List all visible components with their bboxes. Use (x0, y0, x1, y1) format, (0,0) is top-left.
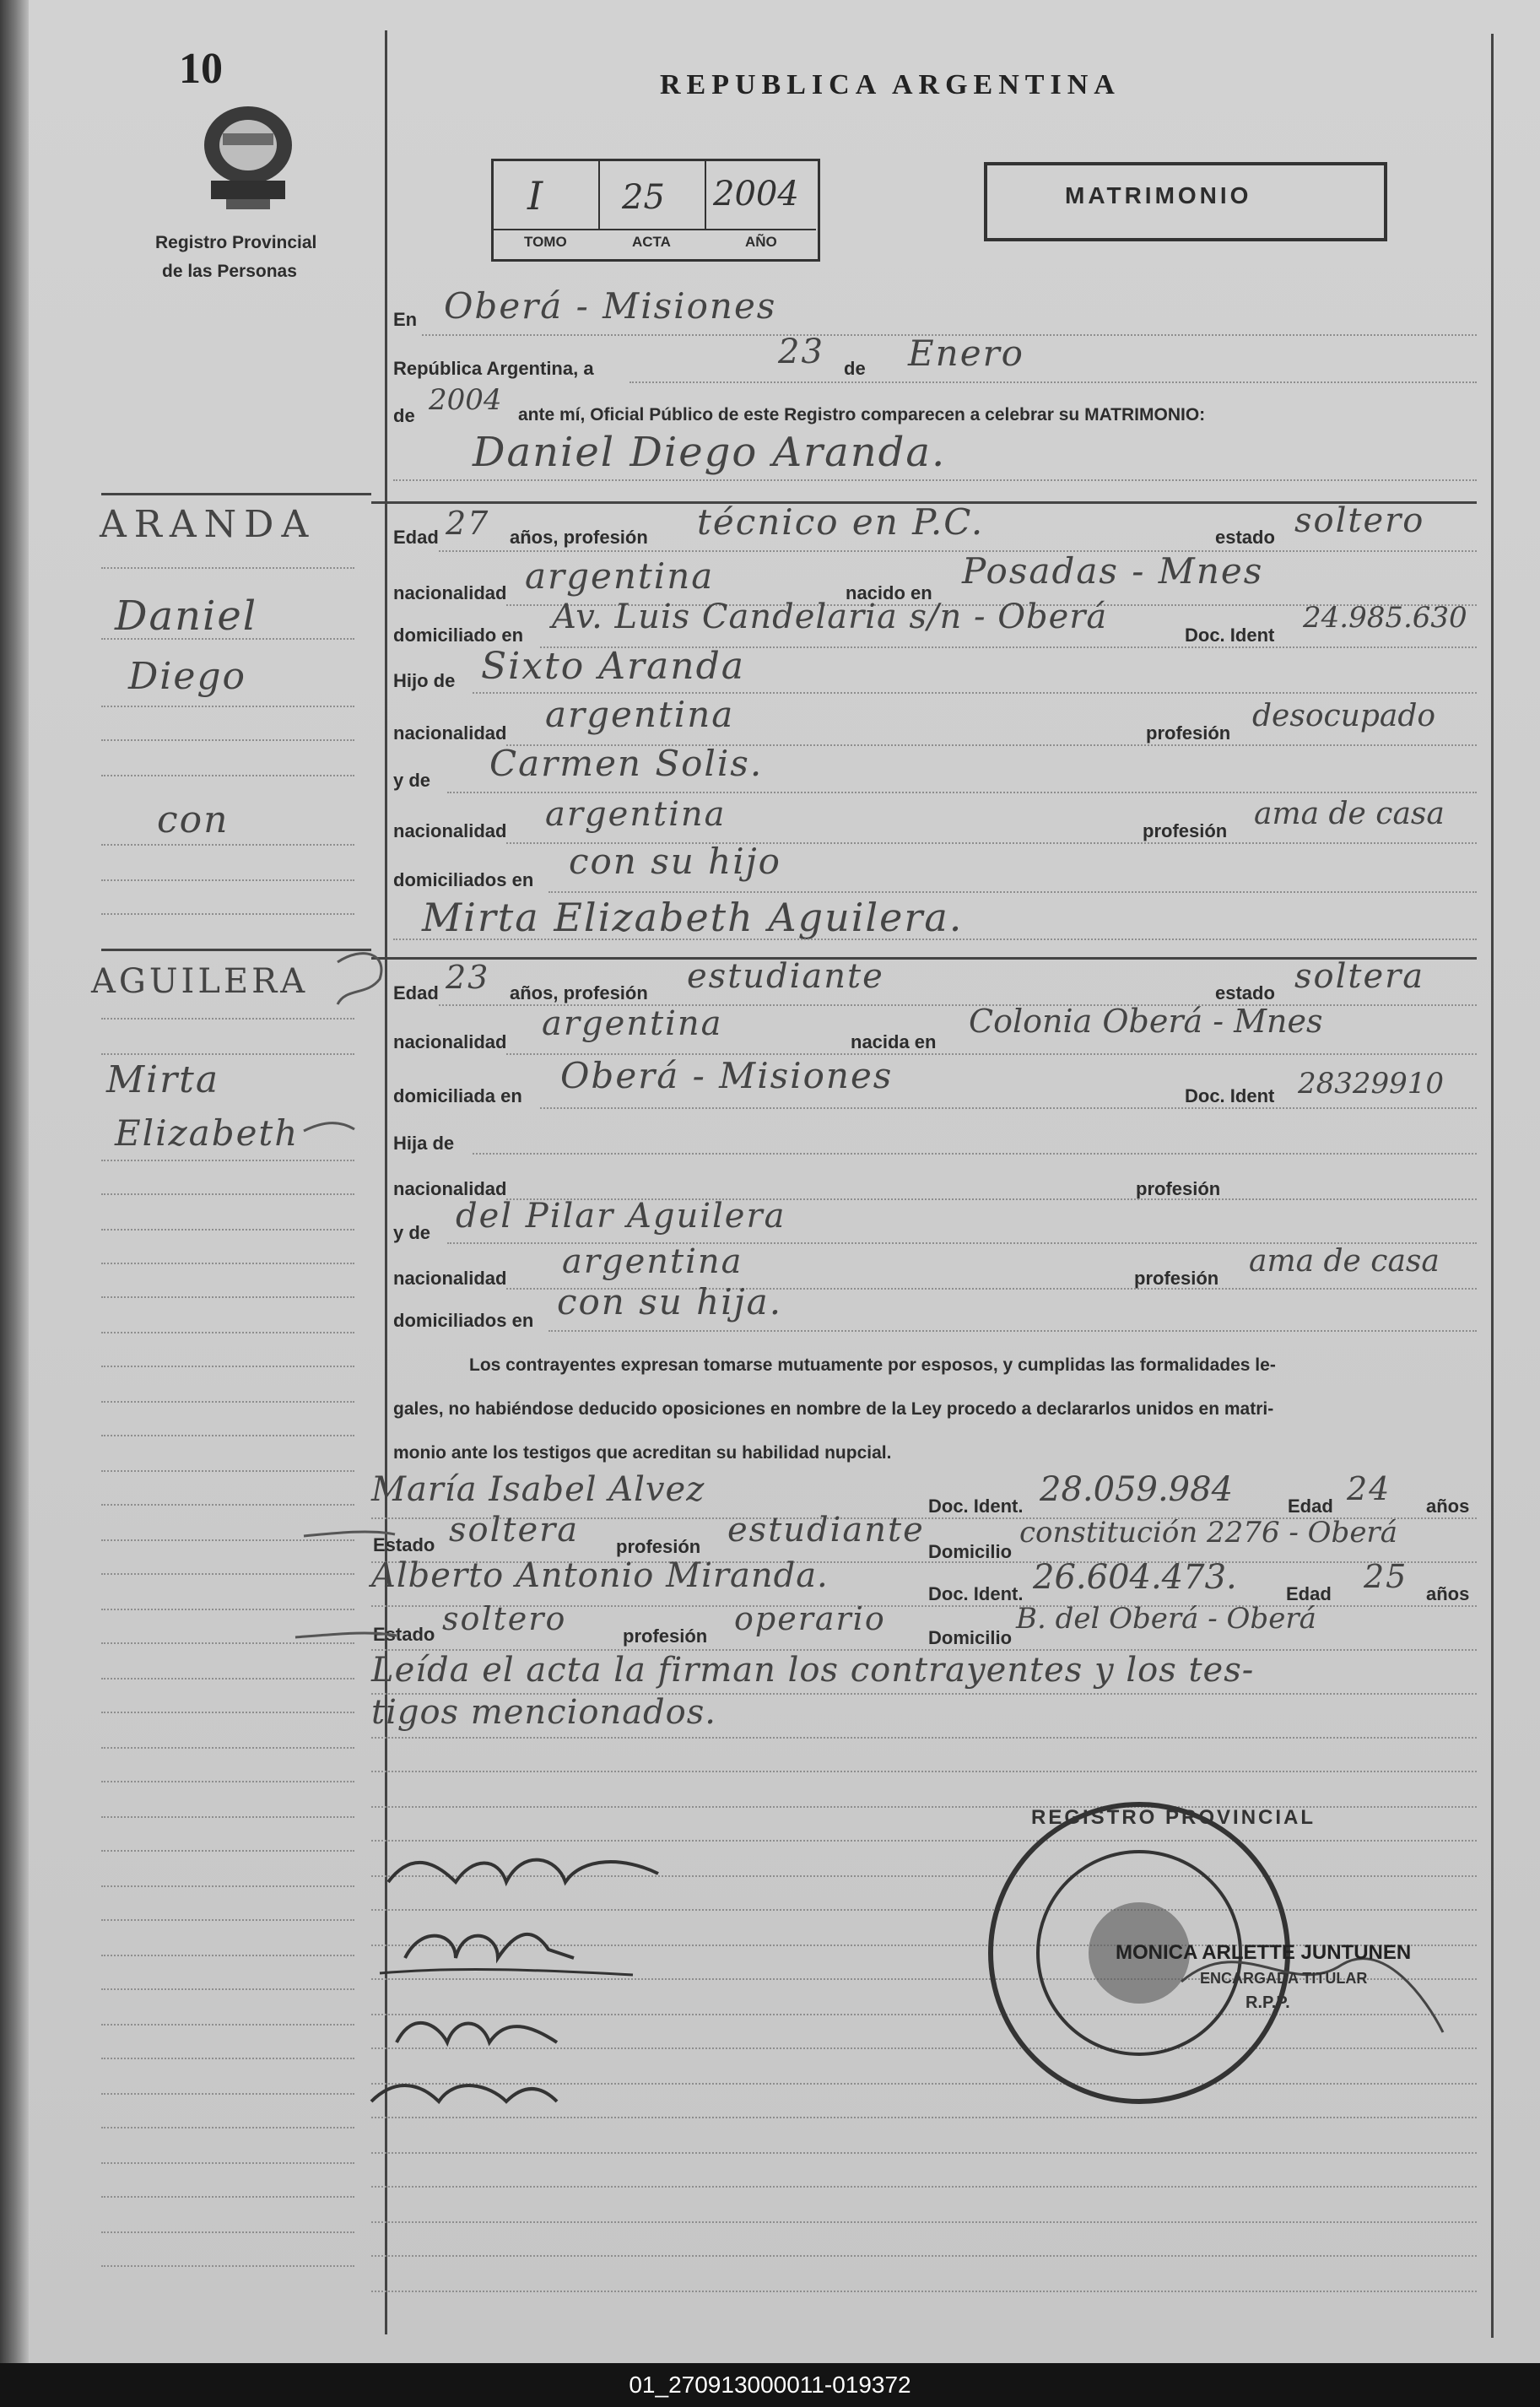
margin-rule (101, 1712, 354, 1713)
groom-estado-value: soltero (1294, 501, 1425, 540)
witness1-name: María Isabel Alvez (371, 1470, 705, 1509)
bride-nacida-value: Colonia Oberá - Mnes (969, 1003, 1323, 1040)
witness1-edad-label: Edad (1288, 1496, 1333, 1517)
witness2-doc-label: Doc. Ident. (928, 1583, 1024, 1604)
witness1-domicilio-label: Domicilio (928, 1541, 1013, 1562)
ruled-line (371, 2186, 1477, 2188)
witness2-name: Alberto Antonio Miranda. (371, 1556, 829, 1595)
date-line (630, 381, 1477, 383)
witness1-estado-label: Estado (373, 1534, 435, 1555)
margin-groom-surname: ARANDA (100, 503, 316, 546)
groom-line-1 (439, 550, 1477, 552)
bride-father-prof-label: profesión (1136, 1178, 1221, 1199)
bride-line-4 (473, 1153, 1477, 1155)
margin-rule (101, 706, 354, 707)
bride-doc-label: Doc. Ident (1185, 1085, 1275, 1106)
margin-rule (101, 2265, 354, 2267)
comparecen-text: ante mí, Oficial Público de este Registro comparecen a celebrar su MATRIMONIO: (518, 405, 1206, 425)
margin-rule (101, 567, 354, 569)
right-border-line (1491, 34, 1494, 2338)
closing-line-1: Leída el acta la firman los contrayentes y los tes- (371, 1651, 1255, 1690)
ruled-line (371, 2255, 1477, 2257)
doc-type-title: MATRIMONIO (1065, 182, 1252, 208)
groom-mother-prof-value: ama de casa (1254, 797, 1445, 831)
groom-profesion-value: técnico en P.C. (697, 501, 985, 543)
declaration-line-2: gales, no habiéndose deducido oposiciones en nombre de la Ley procedo a declararlos unidos en matri- (393, 1399, 1274, 1419)
scan-id-footer: 01_270913000011-019372 (0, 2363, 1540, 2407)
provincial-seal-logo (192, 91, 304, 218)
de-label-year: de (393, 405, 415, 426)
margin-groom-given1: Daniel (115, 592, 258, 640)
witness2-estado-label: Estado (373, 1624, 435, 1645)
groom-full-name: Daniel Diego Aranda. (473, 429, 947, 476)
page-number: 10 (179, 45, 223, 93)
bride-mother-nac-value: argentina (562, 1242, 743, 1281)
margin-rule (101, 2231, 354, 2233)
groom-domicilio-value: Av. Luis Candelaria s/n - Oberá (552, 598, 1108, 636)
margin-rule (101, 2093, 354, 2095)
bride-nacionalidad-value: argentina (542, 1004, 723, 1043)
groom-anos-profesion-label: años, profesión (510, 527, 648, 548)
bride-anos-profesion-label: años, profesión (510, 982, 648, 1003)
margin-bracket-marks (287, 928, 405, 1671)
bride-y-de-label: y de (393, 1222, 431, 1243)
groom-father-prof-value: desocupado (1252, 699, 1436, 733)
groom-nacido-label: nacido en (846, 582, 932, 603)
de-label: de (844, 358, 866, 379)
month-value: Enero (908, 333, 1024, 374)
bride-full-name: Mirta Elizabeth Aguilera. (422, 895, 964, 940)
bride-line-8 (548, 1330, 1477, 1332)
witness1-doc-value: 28.059.984 (1040, 1470, 1234, 1509)
margin-rule (101, 2024, 354, 2026)
stamp-ring-text: REGISTRO PROVINCIAL (1031, 1806, 1316, 1829)
groom-y-de-label: y de (393, 770, 431, 791)
margin-rule (101, 1885, 354, 1887)
stamp-official-name: MONICA ARLETTE JUNTUNEN (1116, 1941, 1412, 1964)
witness2-profesion-label: profesión (623, 1625, 708, 1647)
margin-rule (101, 775, 354, 776)
stamp-official-title: ENCARGADA TITULAR (1200, 1970, 1368, 1987)
tomo-cell (494, 161, 600, 230)
margin-rule (101, 1850, 354, 1852)
bride-doc-value: 28329910 (1298, 1067, 1445, 1101)
margin-rule (101, 1816, 354, 1818)
bride-father-nac-label: nacionalidad (393, 1178, 507, 1199)
margin-bride-surname: AGUILERA (91, 962, 309, 1001)
closing-line-2: tigos mencionados. (371, 1693, 716, 1732)
handwritten-signatures (354, 1831, 692, 2152)
stamp-official-org: R.P.P. (1246, 1993, 1290, 2012)
margin-rule (101, 638, 354, 640)
margin-rule (101, 2058, 354, 2059)
bride-nacionalidad-label: nacionalidad (393, 1031, 507, 1052)
bride-line-3 (540, 1107, 1477, 1109)
bride-mother-prof-label: profesión (1134, 1268, 1219, 1289)
registry-name-line2: de las Personas (162, 262, 297, 281)
year-value: 2004 (429, 383, 502, 417)
margin-rule (101, 1919, 354, 1921)
witness2-profesion-value: operario (734, 1600, 886, 1637)
ruled-line (371, 1737, 1477, 1739)
bride-estado-label: estado (1215, 982, 1275, 1003)
margin-groom-given2: Diego (128, 655, 247, 698)
record-box (491, 159, 820, 262)
witness2-doc-value: 26.604.473. (1033, 1558, 1237, 1597)
groom-doc-value: 24.985.630 (1303, 601, 1467, 635)
witness1-anos-label: años (1426, 1496, 1470, 1517)
groom-edad-value: 27 (446, 505, 490, 542)
groom-name-line (393, 479, 1477, 481)
margin-bride-given2: Elizabeth (115, 1112, 300, 1154)
republica-label: República Argentina, a (393, 358, 594, 379)
bride-mother-nac-label: nacionalidad (393, 1268, 507, 1289)
margin-rule (101, 2196, 354, 2198)
witness2-estado-value: soltero (442, 1600, 567, 1637)
bride-parents-dom-label: domiciliados en (393, 1310, 534, 1331)
bride-name-line (393, 938, 1477, 940)
bride-mother-prof-value: ama de casa (1249, 1244, 1440, 1279)
ruled-line (371, 2221, 1477, 2223)
groom-mother-nac-value: argentina (545, 795, 727, 834)
tomo-label: TOMO (524, 234, 567, 250)
ruled-line (371, 1771, 1477, 1772)
declaration-line-1: Los contrayentes expresan tomarse mutuamente por esposos, y cumplidas las formalidades le- (469, 1355, 1276, 1375)
margin-rule (101, 844, 354, 846)
groom-mother-name: Carmen Solis. (489, 743, 764, 784)
bride-hija-label: Hija de (393, 1133, 455, 1154)
witness1-edad-value: 24 (1347, 1470, 1391, 1507)
place-value: Oberá - Misiones (444, 285, 777, 327)
witness2-domicilio-label: Domicilio (928, 1627, 1013, 1648)
margin-rule (101, 2127, 354, 2128)
groom-line-6 (447, 792, 1477, 793)
day-value: 23 (778, 333, 824, 371)
groom-nacionalidad-value: argentina (525, 555, 715, 597)
groom-father-name: Sixto Aranda (481, 645, 745, 688)
witness1-estado-value: soltera (449, 1511, 580, 1550)
witness2-edad-value: 25 (1364, 1558, 1408, 1595)
margin-rule (101, 1678, 354, 1679)
bride-domicilio-label: domiciliada en (393, 1085, 522, 1106)
acta-label: ACTA (632, 234, 671, 250)
groom-hijo-label: Hijo de (393, 670, 456, 691)
margin-rule (101, 879, 354, 881)
witness1-profesion-value: estudiante (727, 1511, 925, 1550)
bride-profesion-value: estudiante (687, 957, 884, 996)
margin-con: con (157, 798, 230, 841)
ano-value: 2004 (713, 175, 799, 214)
groom-father-nac-label: nacionalidad (393, 722, 507, 744)
book-spine-shadow (0, 0, 29, 2363)
left-separator-1 (101, 493, 371, 495)
witness2-domicilio-value: B. del Oberá - Oberá (1016, 1602, 1316, 1636)
groom-doc-label: Doc. Ident (1185, 625, 1275, 646)
groom-line-8 (548, 891, 1477, 893)
groom-parents-dom-label: domiciliados en (393, 869, 534, 890)
bride-nacida-label: nacida en (851, 1031, 937, 1052)
witness1-doc-label: Doc. Ident. (928, 1496, 1024, 1517)
bride-estado-value: soltera (1294, 957, 1425, 996)
margin-rule (101, 1781, 354, 1782)
margin-rule (101, 739, 354, 741)
registry-name-line1: Registro Provincial (155, 233, 317, 252)
margin-rule (101, 1955, 354, 1956)
bride-mother-name: del Pilar Aguilera (456, 1197, 786, 1236)
bride-domicilio-value: Oberá - Misiones (560, 1055, 894, 1096)
groom-nacido-value: Posadas - Mnes (962, 550, 1264, 592)
bride-edad-value: 23 (446, 959, 490, 996)
bride-edad-label: Edad (393, 982, 439, 1003)
margin-bride-given1: Mirta (106, 1058, 220, 1101)
country-title: REPUBLICA ARGENTINA (660, 69, 1121, 100)
groom-father-nac-value: argentina (545, 694, 735, 735)
acta-value: 25 (622, 178, 665, 217)
groom-nacionalidad-label: nacionalidad (393, 582, 507, 603)
witness1-domicilio-value: constitución 2276 - Oberá (1019, 1516, 1397, 1550)
groom-mother-prof-label: profesión (1143, 820, 1228, 841)
ruled-line (371, 2152, 1477, 2154)
margin-rule (101, 1988, 354, 1990)
declaration-line-3: monio ante los testigos que acreditan su habilidad nupcial. (393, 1443, 892, 1463)
bride-parents-dom-value: con su hija. (557, 1281, 783, 1322)
margin-rule (101, 2162, 354, 2164)
margin-rule (101, 913, 354, 915)
tomo-value: I (527, 173, 543, 219)
groom-father-prof-label: profesión (1146, 722, 1231, 744)
groom-domicilio-label: domiciliado en (393, 625, 524, 646)
groom-mother-nac-label: nacionalidad (393, 820, 507, 841)
ano-label: AÑO (745, 234, 777, 250)
en-label: En (393, 309, 418, 330)
margin-rule (101, 1747, 354, 1749)
groom-parents-dom-value: con su hijo (569, 841, 781, 882)
witness1-profesion-label: profesión (616, 1536, 701, 1557)
groom-edad-label: Edad (393, 527, 439, 548)
groom-estado-label: estado (1215, 527, 1275, 548)
ruled-line (371, 2291, 1477, 2292)
witness2-edad-label: Edad (1286, 1583, 1332, 1604)
witness2-anos-label: años (1426, 1583, 1470, 1604)
